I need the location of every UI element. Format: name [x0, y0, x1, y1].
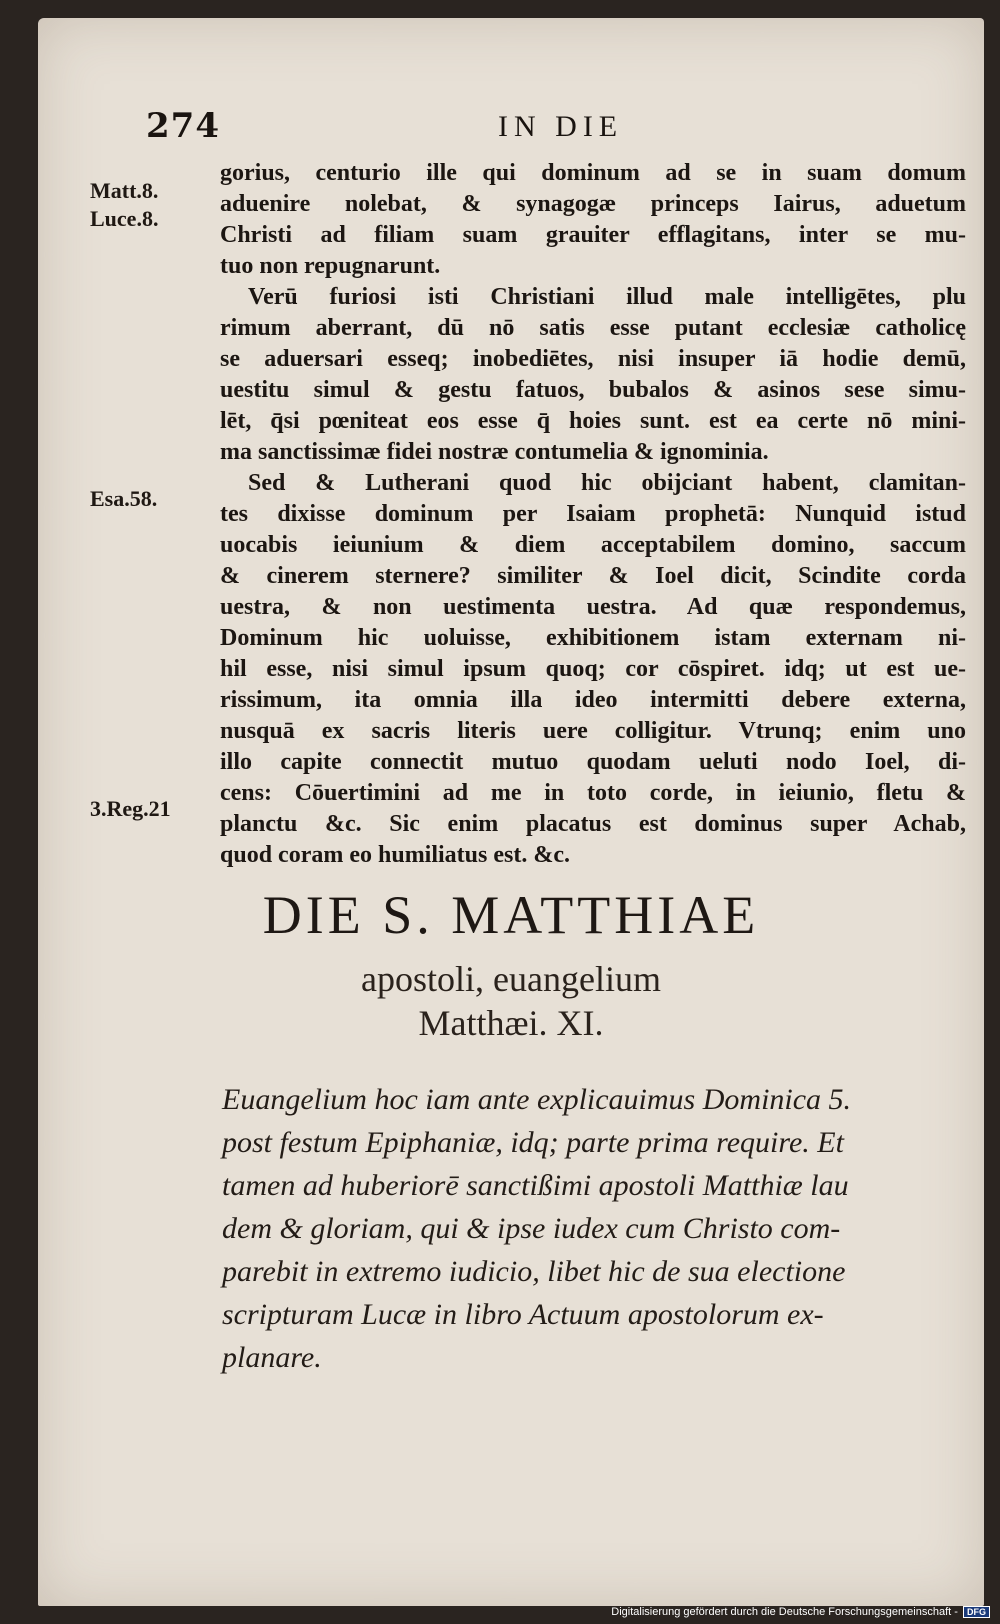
margin-note: Luce.8. — [90, 206, 159, 231]
section-subtitle: apostoli, euangelium — [361, 959, 661, 999]
text-line: planctu &c. Sic enim placatus est dominus super Achab, — [220, 811, 966, 837]
book-page — [38, 18, 984, 1606]
dfg-logo: DFG — [963, 1606, 990, 1618]
text-line: parebit in extremo iudicio, libet hic de sua electione — [222, 1255, 846, 1288]
text-line: Sed & Lutherani quod hic obijciant habent, clamitan- — [248, 470, 966, 496]
footer-text: Digitalisierung gefördert durch die Deutsche Forschungsgemeinschaft - — [611, 1606, 958, 1618]
text-line: uestra, & non uestimenta uestra. Ad quæ respondemus, — [220, 594, 966, 620]
running-head: IN DIE — [498, 110, 624, 143]
text-line: hil esse, nisi simul ipsum quoq; cor cōspiret. idq; ut est ue- — [220, 656, 966, 682]
text-line: scripturam Lucæ in libro Actuum apostolorum ex- — [222, 1298, 824, 1331]
text-line: nusquā ex sacris literis uere colligitur. Vtrunq; enim uno — [220, 718, 966, 744]
text-line: dem & gloriam, qui & ipse iudex cum Christo com- — [222, 1212, 841, 1245]
text-line: lēt, q̄si pœniteat eos esse q̄ hoies sunt. est ea certe nō mini- — [220, 408, 966, 434]
text-line: uocabis ieiunium & diem acceptabilem domino, saccum — [220, 532, 966, 558]
margin-note: 3.Reg.21 — [90, 796, 171, 821]
page-number: 274 — [146, 106, 220, 146]
main-text — [220, 158, 966, 871]
text-line: Christi ad filiam suam grauiter efflagitans, inter se mu- — [220, 222, 966, 248]
text-line: planare. — [222, 1341, 322, 1374]
section-subtitle: Matthæi. XI. — [418, 1003, 604, 1043]
text-line: illo capite connectit mutuo quodam ueluti nodo Ioel, di- — [220, 749, 966, 775]
footer-credit — [611, 1606, 990, 1618]
text-line: tes dixisse dominum per Isaiam prophetā: Nunquid istud — [220, 501, 966, 527]
italic-text — [222, 1078, 966, 1379]
text-line: rissimum, ita omnia illa ideo intermitti debere externa, — [220, 687, 966, 713]
text-line: rimum aberrant, dū nō satis esse putant ecclesiæ catholicę — [220, 315, 966, 341]
text-line: Verū furiosi isti Christiani illud male intelligētes, plu — [248, 284, 966, 310]
margin-note: Esa.58. — [90, 486, 158, 511]
text-line: se aduersari esseq; inobediētes, nisi insuper iā hodie demū, — [220, 346, 966, 372]
text-line: tuo non repugnarunt. — [220, 253, 441, 279]
text-line: aduenire nolebat, & synagogæ princeps Iairus, aduetum — [220, 191, 966, 217]
section-title: DIE S. MATTHIAE — [262, 885, 760, 945]
text-line: ma sanctissimæ fidei nostræ contumelia & ignominia. — [220, 439, 769, 465]
text-line: uestitu simul & gestu fatuos, bubalos & asinos sese simu- — [220, 377, 966, 403]
text-line: & cinerem sternere? similiter & Ioel dicit, Scindite corda — [220, 563, 966, 589]
text-line: cens: Cōuertimini ad me in toto corde, in ieiunio, fletu & — [220, 780, 966, 806]
text-line: quod coram eo humiliatus est. &c. — [220, 842, 570, 868]
text-line: tamen ad huberiorē sanctißimi apostoli Matthiæ lau — [222, 1169, 849, 1202]
text-line: gorius, centurio ille qui dominum ad se in suam domum — [220, 160, 966, 186]
text-line: post festum Epiphaniæ, idq; parte prima require. Et — [222, 1126, 844, 1159]
margin-note: Matt.8. — [90, 178, 159, 203]
text-line: Euangelium hoc iam ante explicauimus Dominica 5. — [222, 1083, 852, 1116]
text-line: Dominum hic uoluisse, exhibitionem istam externam ni- — [220, 625, 966, 651]
